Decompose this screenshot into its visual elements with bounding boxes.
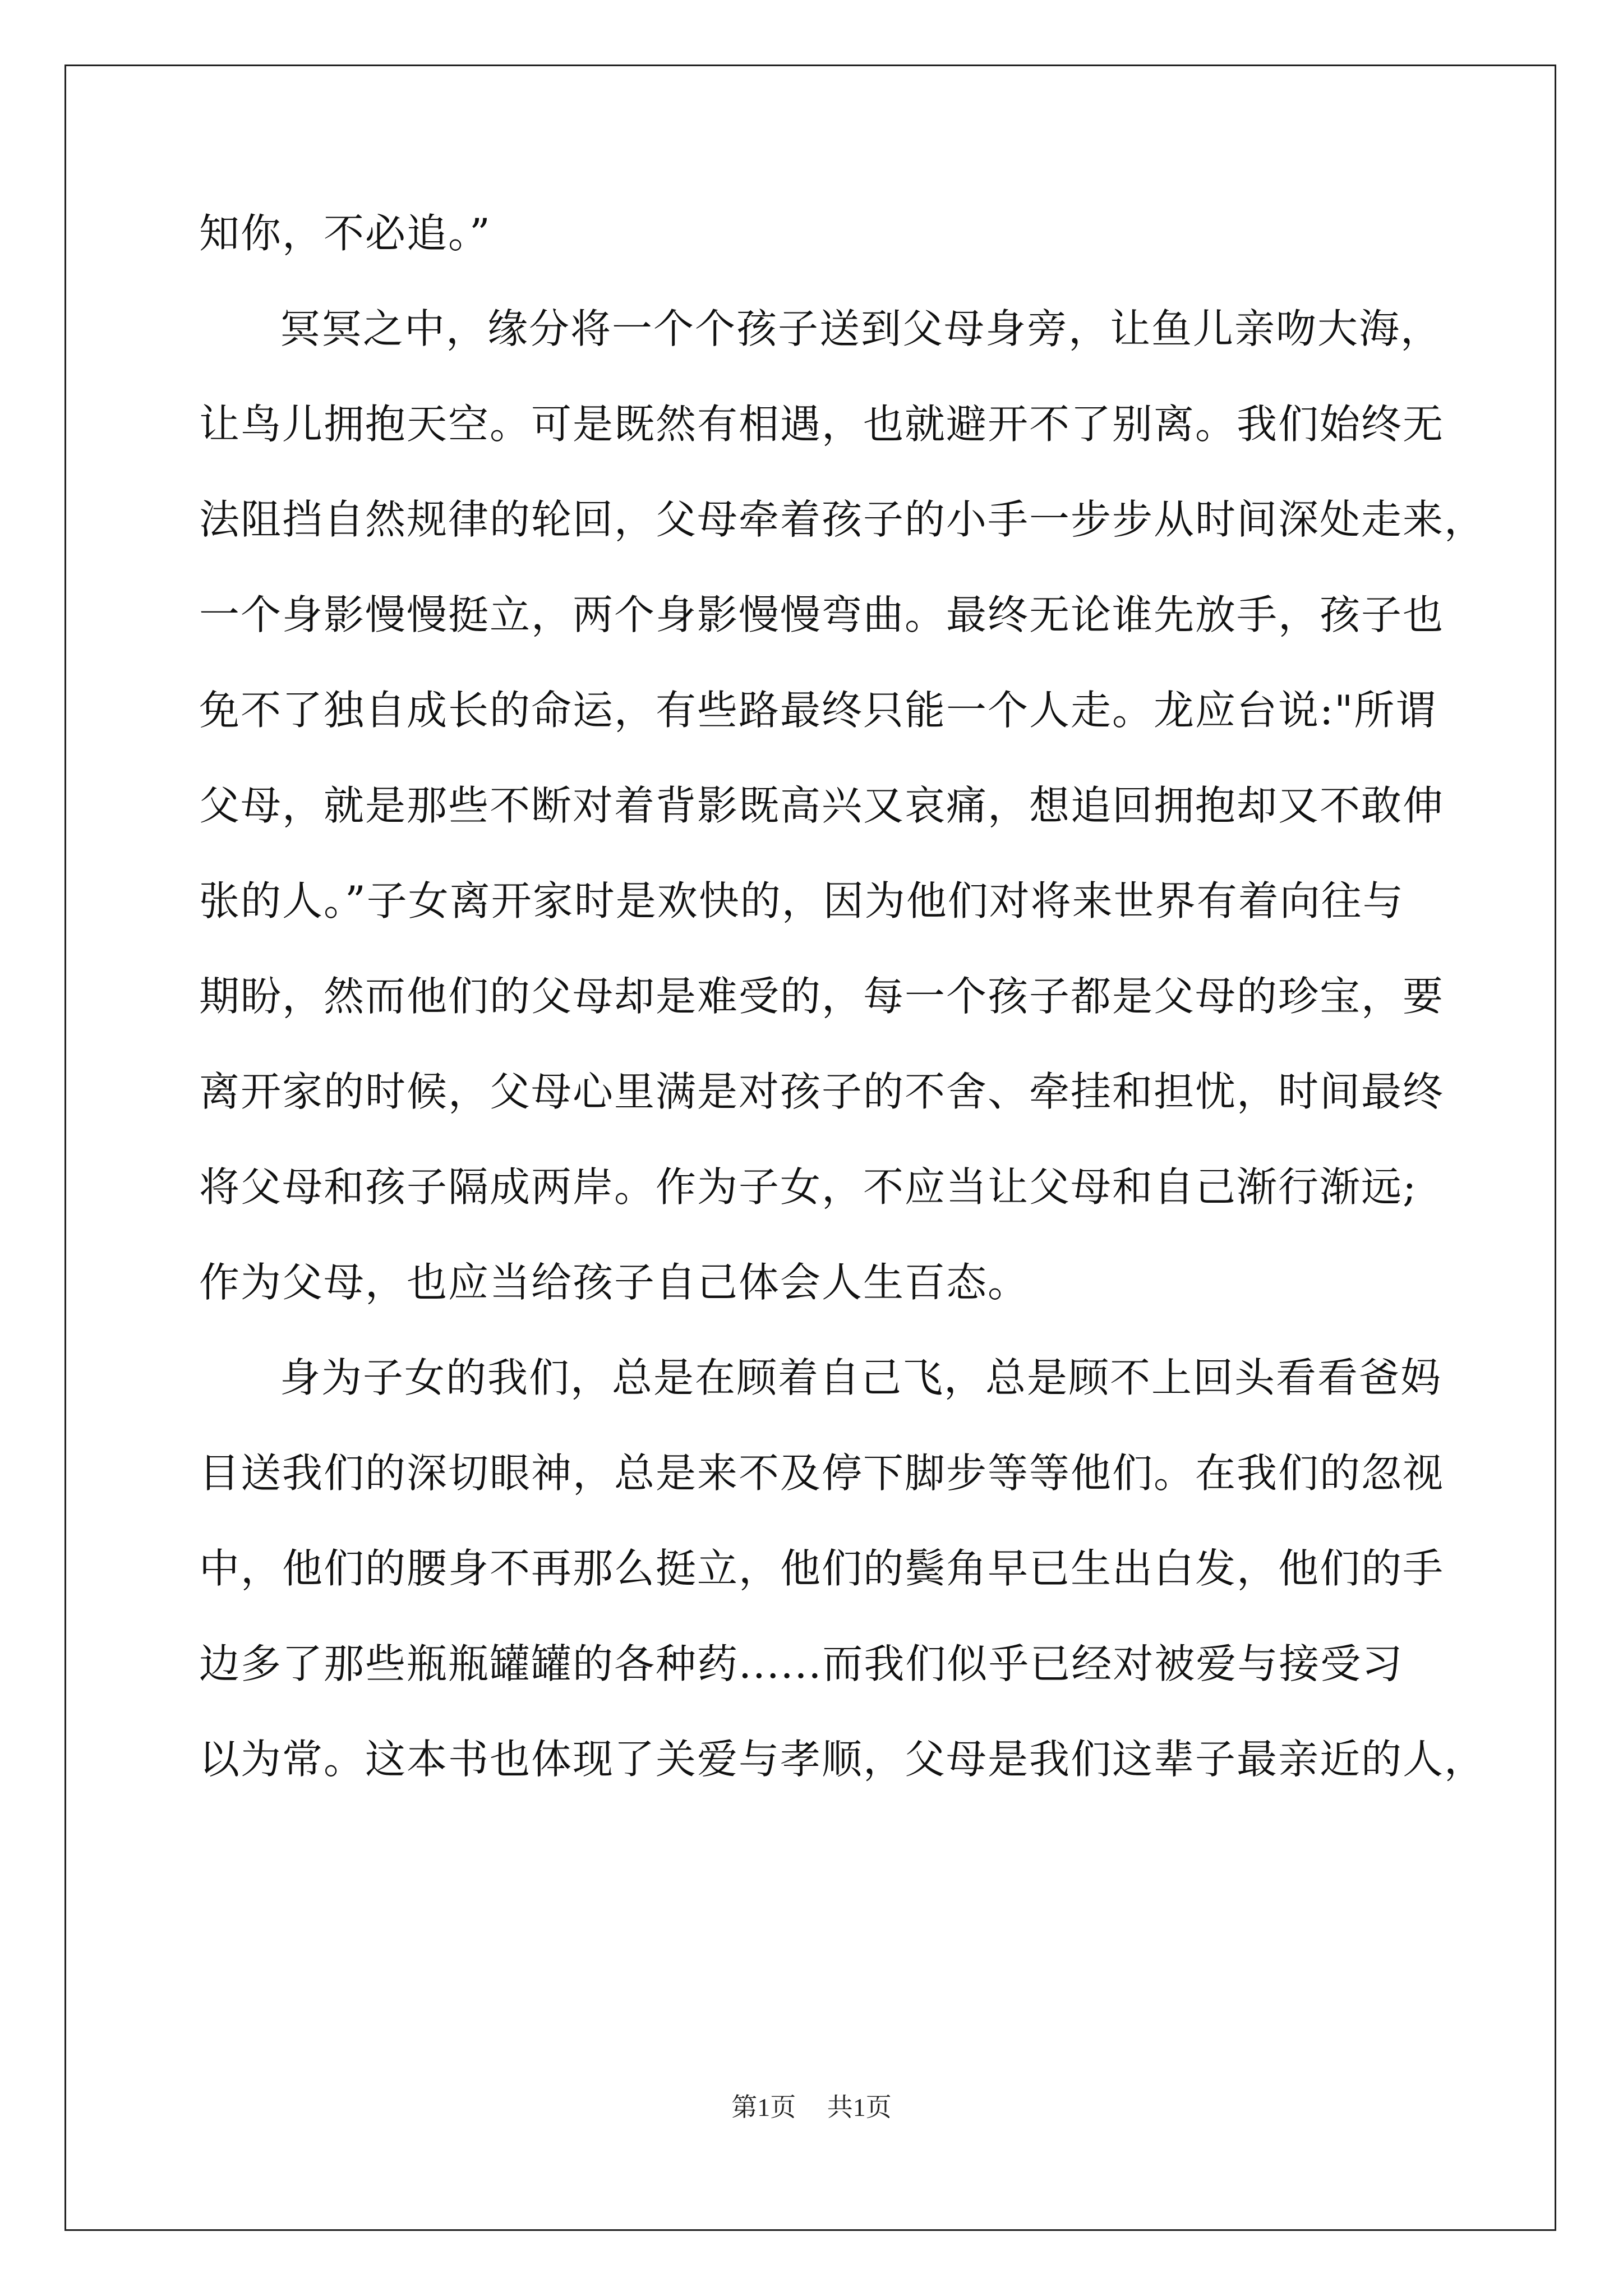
text-line: 知你，不必追。” (199, 210, 491, 257)
paragraph-first-line: 身为子女的我们，总是在顾着自己飞，总是顾不上回头看看爸妈 (280, 1354, 1442, 1401)
text-line: 让鸟儿拥抱天空。可是既然有相遇，也就避开不了别离。我们始终无 (199, 401, 1445, 448)
page-border (64, 65, 1556, 2231)
page-number: 第1页 (731, 2093, 796, 2122)
paragraph-first-line: 冥冥之中，缘分将一个个孩子送到父母身旁，让鱼儿亲吻大海， (280, 305, 1442, 352)
text-line: 作为父母，也应当给孩子自己体会人生百态。 (199, 1259, 1030, 1306)
text-line: 以为常。这本书也体现了关爱与孝顺，父母是我们这辈子最亲近的人， (199, 1736, 1486, 1783)
page-footer (0, 2087, 1623, 2124)
page-total: 共1页 (827, 2093, 892, 2122)
text-line: 期盼，然而他们的父母却是难受的，每一个孩子都是父母的珍宝，要 (199, 973, 1445, 1020)
text-line: 边多了那些瓶瓶罐罐的各种药......而我们似乎已经对被爱与接受习 (199, 1640, 1404, 1687)
text-line: 免不了独自成长的命运，有些路最终只能一个人走。龙应台说:"所谓 (199, 687, 1437, 734)
text-line: 张的人。”子女离开家时是欢快的，因为他们对将来世界有着向往与 (199, 877, 1404, 924)
text-line: 离开家的时候，父母心里满是对孩子的不舍、牵挂和担忧，时间最终 (199, 1068, 1445, 1115)
text-line: 目送我们的深切眼神，总是来不及停下脚步等等他们。在我们的忽视 (199, 1450, 1445, 1497)
text-line: 中，他们的腰身不再那么挺立，他们的鬓角早已生出白发，他们的手 (199, 1545, 1445, 1592)
text-line: 将父母和孩子隔成两岸。作为子女，不应当让父母和自己渐行渐远; (199, 1163, 1418, 1211)
text-line: 一个身影慢慢挺立，两个身影慢慢弯曲。最终无论谁先放手，孩子也 (199, 591, 1445, 638)
text-line: 父母，就是那些不断对着背影既高兴又哀痛，想追回拥抱却又不敢伸 (199, 782, 1445, 829)
text-line: 法阻挡自然规律的轮回，父母牵着孩子的小手一步步从时间深处走来， (199, 496, 1486, 543)
